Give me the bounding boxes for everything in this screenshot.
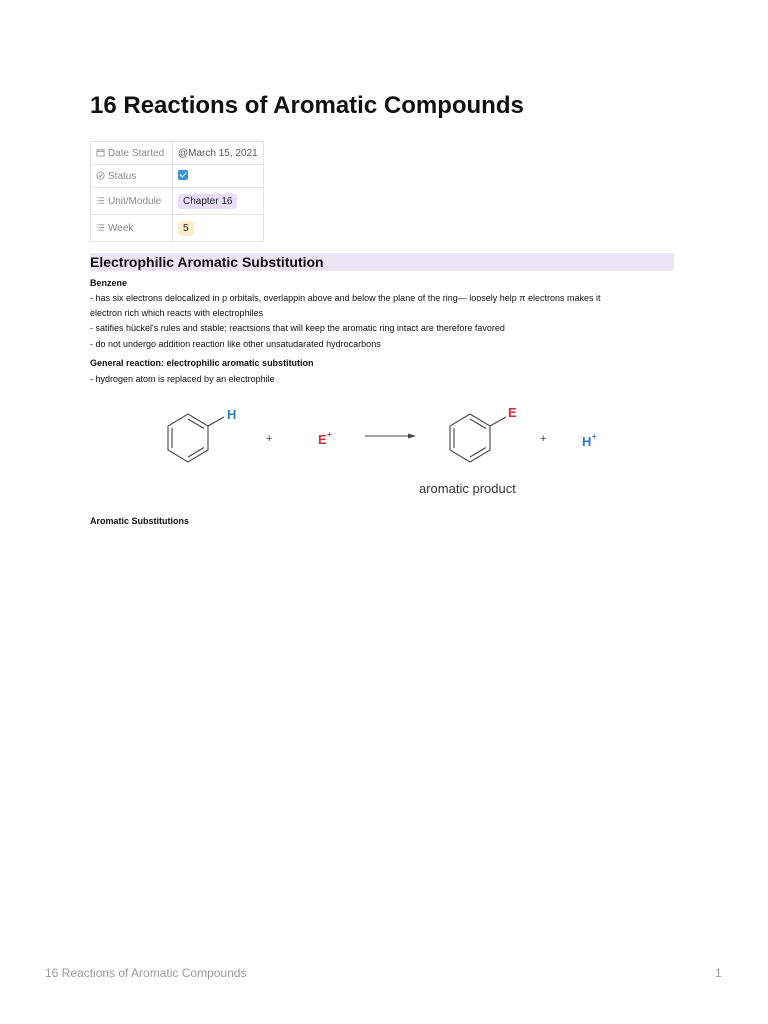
status-checkbox[interactable] [178, 170, 188, 180]
general-reaction-line: - hydrogen atom is replaced by an electrophile [90, 374, 275, 384]
benzene-ring-product [450, 414, 506, 462]
property-row-status [91, 165, 264, 188]
proton-charge: + [592, 432, 597, 441]
list-icon [96, 223, 105, 232]
property-row-date-started [91, 142, 264, 165]
calendar-icon [96, 148, 105, 157]
week-tag[interactable]: 5 [178, 221, 194, 236]
footer-page-number: 1 [715, 966, 722, 980]
plus-sign: + [266, 433, 273, 445]
reaction-arrow [365, 434, 416, 439]
benzene-heading: Benzene [90, 278, 128, 288]
proton-label: H [582, 434, 592, 449]
unit-module-tag[interactable]: Chapter 16 [178, 194, 237, 209]
property-key-label: Unit/Module [108, 195, 162, 207]
reaction-diagram [90, 398, 630, 500]
property-key-label: Date Started [108, 147, 165, 159]
property-row-unit-module [91, 188, 264, 215]
properties-table [90, 141, 264, 242]
benzene-line-2: - satifies hückel's rules and stable; reactsions that will keep the aromatic ring intact are therefore favored [90, 323, 505, 333]
list-icon [96, 196, 105, 205]
unit-module-value-cell [173, 188, 264, 215]
product-caption: aromatic product [419, 481, 516, 496]
week-value-cell [173, 215, 264, 242]
property-key-label: Week [108, 222, 134, 234]
status-value-cell [173, 165, 264, 188]
property-key-label: Status [108, 170, 137, 182]
section-heading: Electrophilic Aromatic Substitution [90, 253, 674, 271]
aromatic-substitutions-heading: Aromatic Substitutions [90, 516, 190, 526]
status-icon [96, 171, 105, 180]
footer-title: 16 Reactions of Aromatic Compounds [45, 966, 247, 980]
page-title: 16 Reactions of Aromatic Compounds [90, 92, 524, 119]
benzene-line-1b: electron rich which reacts with electrophiles [90, 308, 264, 318]
benzene-line-3: - do not undergo addition reaction like other unsatudarated hydrocarbons [90, 339, 381, 349]
general-reaction-heading: General reaction: electrophilic aromatic substitution [90, 358, 314, 368]
date-started-value[interactable]: @March 15, 2021 [173, 142, 264, 165]
electrophile-charge: + [327, 430, 332, 439]
benzene-line-1a: - has six electrons delocalized in p orbitals, overlappin above and below the plane of the ring— loosely help π electrons makes it [90, 293, 601, 303]
property-row-week [91, 215, 264, 242]
electrophile-label: E [318, 432, 327, 447]
product-substituent-label: E [508, 405, 517, 420]
property-key-cell [91, 215, 173, 242]
benzene-ring-reactant [168, 414, 224, 462]
property-key-cell [91, 188, 173, 215]
property-key-cell [91, 142, 173, 165]
property-key-cell [91, 165, 173, 188]
plus-sign: + [540, 433, 547, 445]
reactant-substituent-label: H [227, 407, 237, 422]
